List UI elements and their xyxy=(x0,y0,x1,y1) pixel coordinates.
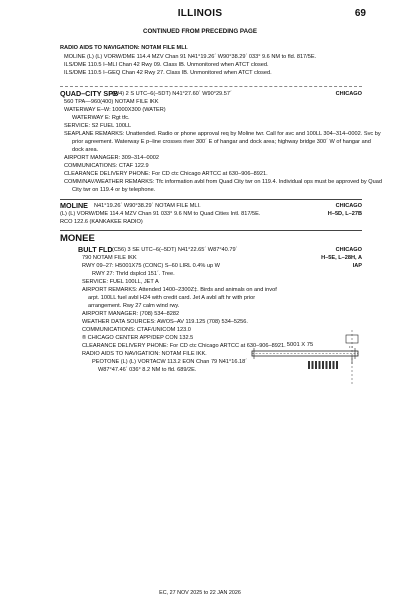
bult-runway-27: RWY 27: Thrld dsplcd 151´. Tree. xyxy=(92,271,175,277)
seaplane-remarks-2: prior agreement. Waterway E p–line crosses river 300´ E of hangar and dock area; highway bridge 300´ W of hangar and xyxy=(72,139,371,145)
quad-city-line2: 560 TPA—960(400) NOTAM FILE IKK xyxy=(64,99,159,105)
quad-city-waterway-e: WATERWAY E: Rgt tfc. xyxy=(72,115,130,121)
moline-vor-line2: (L) (L) VORW/DME 114.4 MZV Chan 91 033° 9.6 NM to Quad Cities Intl. 817/5E. xyxy=(60,211,261,217)
bult-manager: AIRPORT MANAGER: (708) 534–8282 xyxy=(82,311,180,317)
airport-diagram xyxy=(240,320,365,390)
bult-radio-aids: RADIO AIDS TO NAVIGATION: NOTAM FILE IKK. xyxy=(82,351,207,357)
vor-name-moline: MOLINE xyxy=(60,201,88,210)
bult-chart2: H–5E, L–28H, A xyxy=(321,255,362,261)
quad-city-service: SERVICE: S2 FUEL 100LL xyxy=(64,123,132,129)
bult-approach: ® CHICAGO CENTER APP/DEP CON 132.5 xyxy=(82,335,194,341)
section-divider xyxy=(60,86,362,87)
bult-ident: (C56) 3 SE UTC–6(–5DT) N41°22.65´ W87°40.79´ xyxy=(112,247,238,253)
seaplane-remarks-1: SEAPLANE REMARKS: Unattended. Radio or phone approval req by Moline twr. Call for avc and 100LL 304–314–0002. Svc by xyxy=(64,131,381,137)
comm-remarks-1: COMM/NAV/WEATHER REMARKS: Tfc information avbl from Quad City twr on 119.4. Individual ops must be approved by Quad xyxy=(64,179,382,185)
quad-city-waterway: WATERWAY E–W: 10000X300 (WATER) xyxy=(64,107,166,113)
bult-chart3: IAP xyxy=(352,263,362,269)
footer-effective-dates: EC, 27 NOV 2025 to 22 JAN 2026 xyxy=(159,590,241,596)
airport-name-bult: BULT FLD xyxy=(78,245,113,254)
page-number: 69 xyxy=(354,8,366,19)
nav-aid-ils-27: ILS/DME 110.5 I–GEQ Chan 42 Rwy 27. Class IB. Unmonitored when ATCT closed. xyxy=(64,70,272,76)
continued-heading: CONTINUED FROM PRECEDING PAGE xyxy=(142,28,257,35)
nav-aid-moline: MOLINE (L) (L) VORW/DME 114.4 MZV Chan 91 N41°19.26´ W90°38.29´ 033° 9.6 NM to fld. 817/5E. xyxy=(64,54,317,60)
radio-aids-line: RADIO AIDS TO NAVIGATION: NOTAM FILE MLI. xyxy=(60,45,188,51)
runway-dimension-label: 5001 X 75 xyxy=(286,342,314,348)
quad-city-clearance: CLEARANCE DELIVERY PHONE: For CD ctc Chicago ARTCC at 630–906–8921. xyxy=(64,171,268,177)
svg-text:• •: • • xyxy=(349,344,353,349)
bult-service: SERVICE: FUEL 100LL, JET A xyxy=(82,279,159,285)
quad-city-comms: COMMUNICATIONS: CTAF 122.9 xyxy=(64,163,149,169)
bult-chart: CHICAGO xyxy=(335,247,362,253)
moline-vor-chart2: H–5D, L–27B xyxy=(327,211,362,217)
moline-vor-chart: CHICAGO xyxy=(335,203,362,209)
bult-remarks-1: AIRPORT REMARKS: Attended 1400–2300Z‡. Birds and animals on and invof xyxy=(82,287,277,293)
comm-remarks-2: City twr on 119.4 or by telephone. xyxy=(72,187,156,193)
bult-peotone-1: PEOTONE (L) (L) VORTACW 113.2 EON Chan 79 N41°16.18´ xyxy=(92,359,248,365)
section-divider xyxy=(60,230,362,231)
moline-vor-rco: RCO 122.6 (KANKAKEE RADIO) xyxy=(60,219,143,225)
bult-comms: COMMUNICATIONS: CTAF/UNICOM 123.0 xyxy=(82,327,191,333)
quad-city-chart: CHICAGO xyxy=(335,91,362,97)
bult-remarks-3: arrangement. Rwy 27 calm wind rwy. xyxy=(88,303,180,309)
quad-city-ident: (W4) 2 S UTC–6(–5DT) N41°27.60´ W90°29.57´ xyxy=(112,91,232,97)
airport-name-quad-city: QUAD–CITY SPB xyxy=(60,89,119,98)
state-title: ILLINOIS xyxy=(177,8,223,19)
bult-clearance: CLEARANCE DELIVERY PHONE: For CD ctc Chicago ARTCC at 630–906–8921. xyxy=(82,343,286,349)
seaplane-remarks-3: dock area. xyxy=(72,147,99,153)
quad-city-manager: AIRPORT MANAGER: 309–314–0002 xyxy=(64,155,159,161)
hangar-row xyxy=(308,361,338,369)
bult-runway: RWY 09–27: H5001X75 (CONC) S–60 LIRL 0.4% up W xyxy=(82,263,220,269)
moline-vor-line1: N41°19.26´ W90°38.29´ NOTAM FILE MLI. xyxy=(94,203,201,209)
section-divider xyxy=(60,199,362,200)
bult-weather: WEATHER DATA SOURCES: AWOS–AV 119.125 (708) 534–5256. xyxy=(82,319,248,325)
bult-line2: 790 NOTAM FILE IKK xyxy=(82,255,137,261)
nav-aid-ils-09: ILS/DME 110.5 I–MLI Chan 42 Rwy 09. Class IB. Unmonitored when ATCT closed. xyxy=(64,62,269,68)
city-name-monee: MONEE xyxy=(60,233,95,244)
bult-peotone-2: W87°47.46´ 036° 8.2 NM to fld. 689/2E. xyxy=(98,367,197,373)
bult-remarks-2: arpt. 100LL fuel avbl H24 with credit card. Jet A avbl aft hr with prior xyxy=(88,295,256,301)
